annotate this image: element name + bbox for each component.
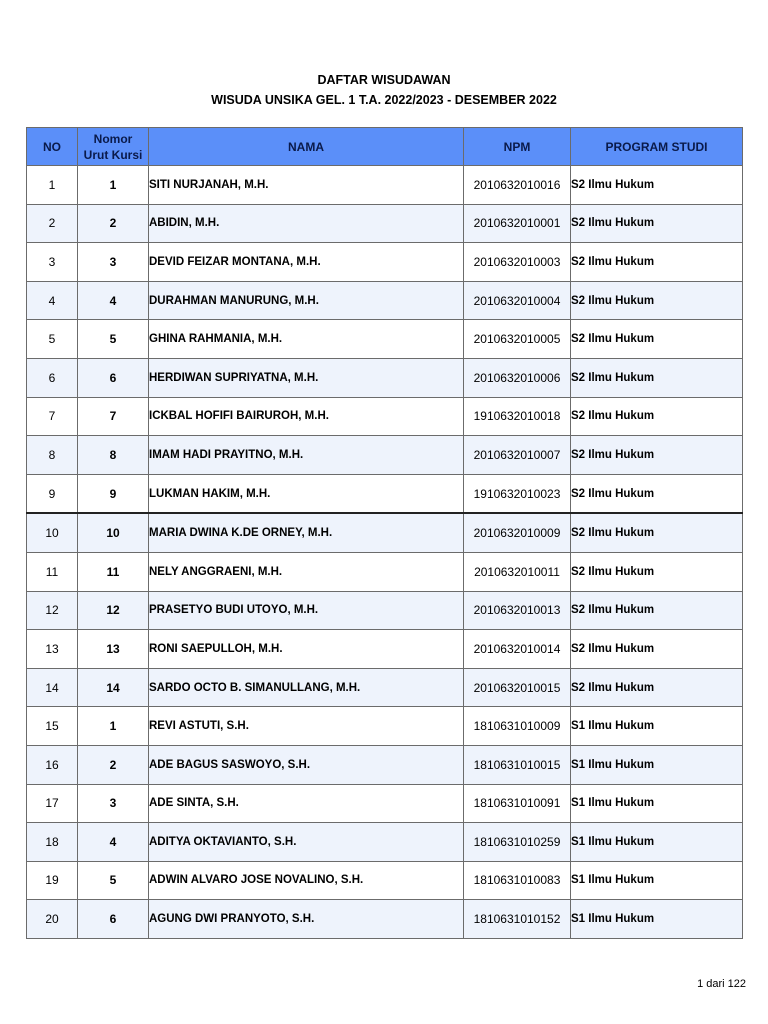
cell-kursi: 4: [78, 281, 149, 320]
table-row: [27, 358, 743, 397]
cell-no: 5: [27, 320, 78, 359]
table-row: [27, 204, 743, 243]
cell-no: 14: [27, 668, 78, 707]
cell-no: 7: [27, 397, 78, 436]
cell-prodi: S2 Ilmu Hukum: [571, 513, 743, 552]
cell-prodi: S2 Ilmu Hukum: [571, 320, 743, 359]
cell-nama: NELY ANGGRAENI, M.H.: [149, 552, 464, 591]
header-no: NO: [27, 128, 78, 166]
cell-no: 3: [27, 243, 78, 282]
cell-no: 17: [27, 784, 78, 823]
cell-kursi: 4: [78, 823, 149, 862]
cell-no: 10: [27, 513, 78, 552]
cell-nama: ICKBAL HOFIFI BAIRUROH, M.H.: [149, 397, 464, 436]
document-title: DAFTAR WISUDAWAN: [317, 73, 451, 87]
cell-npm: 2010632010001: [464, 204, 571, 243]
cell-npm: 2010632010009: [464, 513, 571, 552]
cell-npm: 1810631010009: [464, 707, 571, 746]
cell-nama: DEVID FEIZAR MONTANA, M.H.: [149, 243, 464, 282]
cell-nama: ADITYA OKTAVIANTO, S.H.: [149, 823, 464, 862]
cell-prodi: S2 Ilmu Hukum: [571, 397, 743, 436]
cell-prodi: S1 Ilmu Hukum: [571, 745, 743, 784]
cell-nama: SITI NURJANAH, M.H.: [149, 166, 464, 205]
table-row: [27, 281, 743, 320]
cell-npm: 2010632010004: [464, 281, 571, 320]
cell-npm: 2010632010013: [464, 591, 571, 630]
cell-prodi: S2 Ilmu Hukum: [571, 436, 743, 475]
cell-no: 19: [27, 861, 78, 900]
cell-npm: 1810631010091: [464, 784, 571, 823]
cell-npm: 2010632010006: [464, 358, 571, 397]
table-row: [27, 861, 743, 900]
cell-nama: MARIA DWINA K.DE ORNEY, M.H.: [149, 513, 464, 552]
cell-npm: 1810631010015: [464, 745, 571, 784]
cell-kursi: 2: [78, 745, 149, 784]
header-npm: NPM: [464, 128, 571, 166]
cell-kursi: 13: [78, 630, 149, 669]
cell-nama: IMAM HADI PRAYITNO, M.H.: [149, 436, 464, 475]
cell-npm: 2010632010011: [464, 552, 571, 591]
table-row: [27, 591, 743, 630]
cell-nama: SARDO OCTO B. SIMANULLANG, M.H.: [149, 668, 464, 707]
cell-prodi: S2 Ilmu Hukum: [571, 591, 743, 630]
header-nama: NAMA: [149, 128, 464, 166]
document-title-block: [0, 70, 768, 110]
graduate-table: [26, 127, 743, 939]
cell-npm: 1910632010023: [464, 474, 571, 513]
cell-kursi: 14: [78, 668, 149, 707]
cell-nama: ABIDIN, M.H.: [149, 204, 464, 243]
table-row: [27, 707, 743, 746]
table-row: [27, 552, 743, 591]
header-prodi: PROGRAM STUDI: [571, 128, 743, 166]
cell-no: 2: [27, 204, 78, 243]
cell-no: 18: [27, 823, 78, 862]
cell-prodi: S2 Ilmu Hukum: [571, 552, 743, 591]
cell-prodi: S2 Ilmu Hukum: [571, 358, 743, 397]
cell-kursi: 11: [78, 552, 149, 591]
table-row: [27, 630, 743, 669]
table-body: [27, 166, 743, 939]
table-row: [27, 900, 743, 939]
table-row: [27, 513, 743, 552]
cell-no: 1: [27, 166, 78, 205]
cell-no: 12: [27, 591, 78, 630]
cell-no: 15: [27, 707, 78, 746]
cell-nama: DURAHMAN MANURUNG, M.H.: [149, 281, 464, 320]
document-subtitle: WISUDA UNSIKA GEL. 1 T.A. 2022/2023 - DESEMBER 2022: [211, 93, 557, 107]
cell-kursi: 8: [78, 436, 149, 475]
cell-npm: 1910632010018: [464, 397, 571, 436]
cell-npm: 2010632010005: [464, 320, 571, 359]
table-row: [27, 784, 743, 823]
cell-kursi: 3: [78, 243, 149, 282]
cell-npm: 2010632010015: [464, 668, 571, 707]
cell-prodi: S2 Ilmu Hukum: [571, 204, 743, 243]
cell-kursi: 9: [78, 474, 149, 513]
cell-prodi: S2 Ilmu Hukum: [571, 668, 743, 707]
cell-no: 11: [27, 552, 78, 591]
cell-nama: AGUNG DWI PRANYOTO, S.H.: [149, 900, 464, 939]
cell-prodi: S2 Ilmu Hukum: [571, 630, 743, 669]
cell-kursi: 10: [78, 513, 149, 552]
cell-kursi: 3: [78, 784, 149, 823]
cell-nama: HERDIWAN SUPRIYATNA, M.H.: [149, 358, 464, 397]
cell-npm: 1810631010083: [464, 861, 571, 900]
cell-kursi: 1: [78, 166, 149, 205]
table-row: [27, 243, 743, 282]
cell-prodi: S2 Ilmu Hukum: [571, 281, 743, 320]
table-row: [27, 668, 743, 707]
cell-kursi: 12: [78, 591, 149, 630]
table-row: [27, 397, 743, 436]
cell-nama: PRASETYO BUDI UTOYO, M.H.: [149, 591, 464, 630]
page-number: 1 dari 122: [697, 978, 746, 990]
cell-npm: 2010632010003: [464, 243, 571, 282]
header-kursi: [78, 128, 149, 166]
cell-npm: 2010632010007: [464, 436, 571, 475]
cell-prodi: S1 Ilmu Hukum: [571, 861, 743, 900]
cell-prodi: S2 Ilmu Hukum: [571, 474, 743, 513]
cell-prodi: S1 Ilmu Hukum: [571, 900, 743, 939]
cell-nama: ADWIN ALVARO JOSE NOVALINO, S.H.: [149, 861, 464, 900]
cell-nama: ADE SINTA, S.H.: [149, 784, 464, 823]
cell-npm: 1810631010152: [464, 900, 571, 939]
cell-no: 8: [27, 436, 78, 475]
cell-kursi: 6: [78, 900, 149, 939]
cell-nama: GHINA RAHMANIA, M.H.: [149, 320, 464, 359]
cell-kursi: 5: [78, 861, 149, 900]
cell-prodi: S2 Ilmu Hukum: [571, 243, 743, 282]
cell-kursi: 5: [78, 320, 149, 359]
cell-no: 9: [27, 474, 78, 513]
cell-prodi: S2 Ilmu Hukum: [571, 166, 743, 205]
cell-nama: REVI ASTUTI, S.H.: [149, 707, 464, 746]
cell-npm: 2010632010016: [464, 166, 571, 205]
table-row: [27, 823, 743, 862]
table-row: [27, 436, 743, 475]
cell-nama: LUKMAN HAKIM, M.H.: [149, 474, 464, 513]
cell-nama: RONI SAEPULLOH, M.H.: [149, 630, 464, 669]
cell-no: 4: [27, 281, 78, 320]
table-row: [27, 166, 743, 205]
cell-no: 16: [27, 745, 78, 784]
table-row: [27, 474, 743, 513]
table-header-row: [27, 128, 743, 166]
cell-npm: 1810631010259: [464, 823, 571, 862]
cell-npm: 2010632010014: [464, 630, 571, 669]
cell-prodi: S1 Ilmu Hukum: [571, 707, 743, 746]
cell-no: 20: [27, 900, 78, 939]
cell-prodi: S1 Ilmu Hukum: [571, 823, 743, 862]
cell-prodi: S1 Ilmu Hukum: [571, 784, 743, 823]
cell-no: 13: [27, 630, 78, 669]
table-row: [27, 320, 743, 359]
cell-nama: ADE BAGUS SASWOYO, S.H.: [149, 745, 464, 784]
cell-no: 6: [27, 358, 78, 397]
cell-kursi: 1: [78, 707, 149, 746]
header-kursi-line2: Urut Kursi: [83, 147, 143, 162]
cell-kursi: 2: [78, 204, 149, 243]
header-kursi-line1: Nomor: [93, 131, 133, 146]
cell-kursi: 6: [78, 358, 149, 397]
table-row: [27, 745, 743, 784]
cell-kursi: 7: [78, 397, 149, 436]
